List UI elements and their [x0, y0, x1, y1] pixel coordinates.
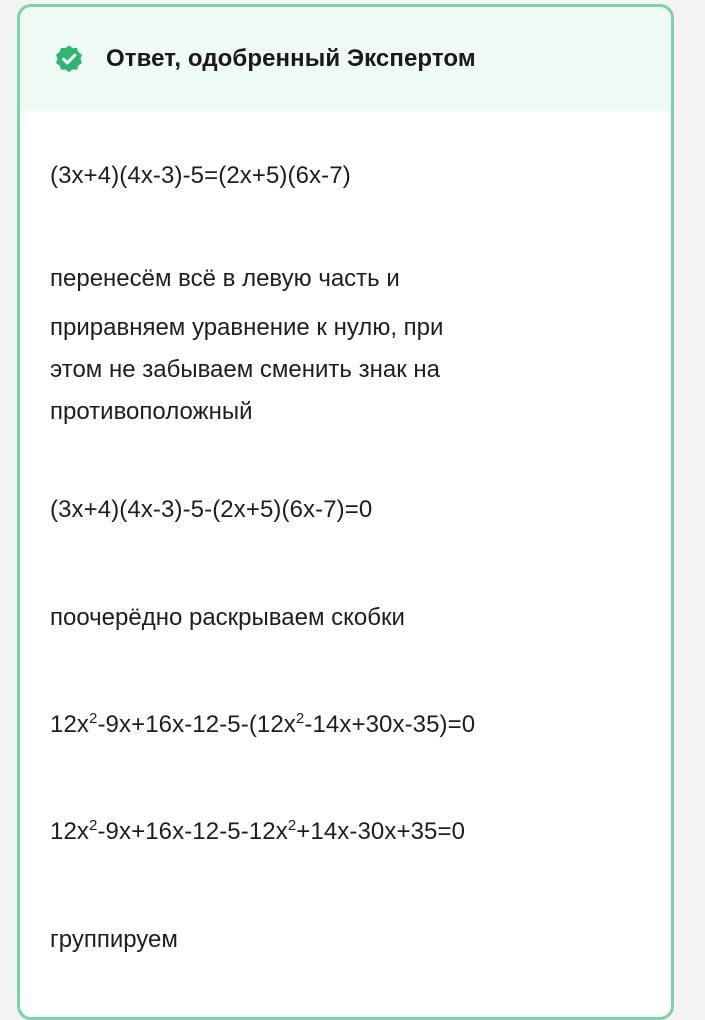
text-line: перенесём всё в левую часть и: [50, 265, 400, 292]
header-title: Ответ, одобренный Экспертом: [106, 45, 476, 72]
equation-line: (3x+4)(4x-3)-5=(2x+5)(6x-7): [50, 162, 351, 189]
text-line: группируем: [50, 926, 178, 953]
equation-line: (3x+4)(4x-3)-5-(2x+5)(6x-7)=0: [50, 496, 373, 523]
expert-answer-header: [20, 7, 671, 111]
answer-body: [20, 155, 671, 961]
text-line: противоположный: [50, 398, 253, 425]
verified-badge-icon: [54, 44, 84, 74]
answer-card: [17, 4, 674, 1020]
equation-line: $12x^2-9x+16x-12-5-(12x^2-14x+30x-35)=0$: [50, 710, 476, 738]
text-line: этом не забываем сменить знак на: [50, 356, 440, 383]
equation-line: $12x^2-9x+16x-12-5-12x^2+14x-30x+35=0$: [50, 817, 466, 845]
explanation-paragraph: [50, 258, 651, 433]
text-line: поочерёдно раскрываем скобки: [50, 604, 405, 631]
text-line: приравняем уравнение к нулю, при: [50, 314, 444, 341]
